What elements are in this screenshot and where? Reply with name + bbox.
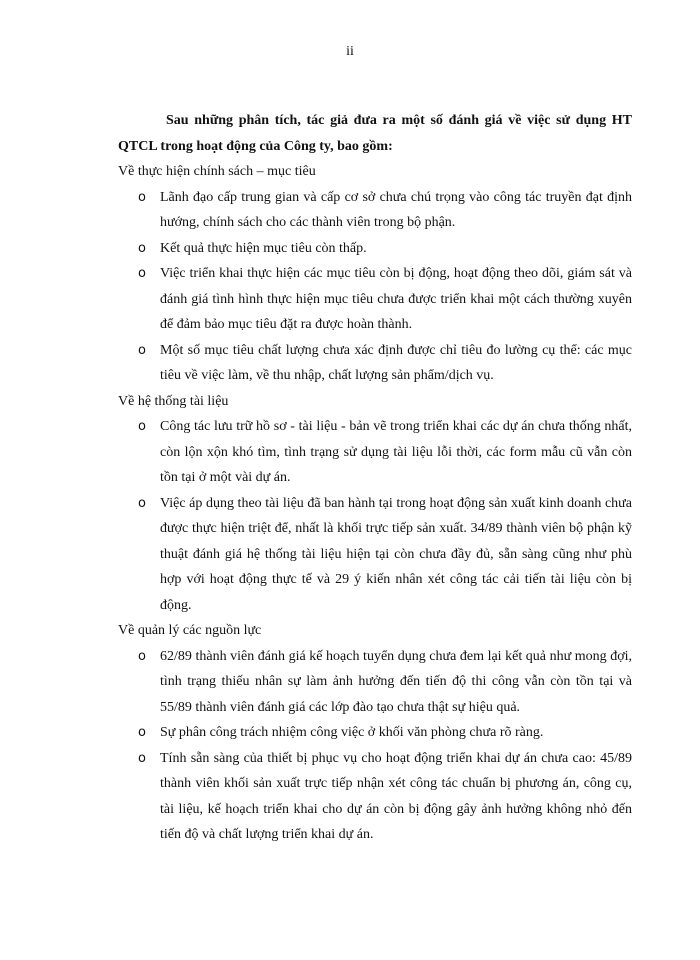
bullet-list-policy [118, 185, 632, 389]
bullet-list-resources [118, 644, 632, 848]
document-body [118, 108, 632, 848]
list-item: o Công tác lưu trữ hồ sơ - tài liệu - bản vẽ trong triển khai các dự án chưa thống nhất, còn lộn xộn khó tìm, tình trạng sử dụng tài liệu lỗi thời, các form mẫu cũ vẫn còn tồn tại ở một vài dự án. [160, 414, 632, 491]
list-item: o 62/89 thành viên đánh giá kế hoạch tuyển dụng chưa đem lại kết quả như mong đợi, tình trạng thiếu nhân sự làm ảnh hưởng đến tiến độ thi công vẫn còn tồn tại và 55/89 thành viên đánh giá các lớp đào tạo chưa thật sự hiệu quả. [160, 644, 632, 721]
list-item: o Việc triển khai thực hiện các mục tiêu còn bị động, hoạt động theo dõi, giám sát và đánh giá tình hình thực hiện mục tiêu chưa được triển khai một cách thường xuyên để đảm bảo mục tiêu đặt ra được hoàn thành. [160, 261, 632, 338]
list-item: o Sự phân công trách nhiệm công việc ở khối văn phòng chưa rõ ràng. [160, 720, 632, 746]
bullet-circle-icon: o [138, 648, 146, 664]
list-item: o Kết quả thực hiện mục tiêu còn thấp. [160, 236, 632, 262]
intro-line-1: Sau những phân tích, tác giả đưa ra một số đánh giá về việc sử dụng HT [166, 113, 632, 128]
section-heading-documents: Về hệ thống tài liệu [118, 393, 229, 409]
bullet-circle-icon: o [138, 419, 146, 434]
bullet-circle-icon: o [138, 725, 146, 740]
page-number: ii [346, 44, 354, 59]
list-item: o Việc áp dụng theo tài liệu đã ban hành tại trong hoạt động sản xuất kinh doanh chưa được thực hiện triệt để, nhất là khối trực tiếp sản xuất. 34/89 thành viên bộ phận kỹ thuật đánh giá hệ thống tài liệu hiện tại còn chưa đầy đủ, sẵn sàng cũng như phù hợp với hoạt động thực tế và 29 ý kiến nhân xét công tác cải tiến tài liệu còn bị động. [160, 491, 632, 619]
bullet-circle-icon: o [138, 342, 146, 358]
list-item: o Lãnh đạo cấp trung gian và cấp cơ sở chưa chú trọng vào công tác truyền đạt định hướng, chính sách cho các thành viên trong bộ phận. [160, 185, 632, 236]
bullet-list-documents [118, 414, 632, 618]
bullet-circle-icon: o [138, 240, 146, 256]
bullet-circle-icon: o [138, 750, 146, 766]
list-item: o Một số mục tiêu chất lượng chưa xác định được chỉ tiêu đo lường cụ thể: các mục tiêu về việc làm, về thu nhập, chất lượng sản phẩm/dịch vụ. [160, 338, 632, 389]
intro-line-2: QTCL trong hoạt động của Công ty, bao gồm: [118, 138, 393, 154]
section-heading-resources: Về quản lý các nguồn lực [118, 623, 262, 638]
bullet-circle-icon: o [138, 189, 146, 205]
list-item: o Tính sẵn sàng của thiết bị phục vụ cho hoạt động triển khai dự án chưa cao: 45/89 thành viên khối sản xuất trực tiếp nhận xét công tác chuẩn bị phương án, công cụ, tài liệu, kế hoạch triển khai cho dự án còn bị động gây ảnh hưởng không nhỏ đến tiến độ và chất lượng triển khai dự án. [160, 746, 632, 848]
section-heading-policy: Về thực hiện chính sách – mục tiêu [118, 164, 316, 179]
intro-paragraph [118, 108, 632, 159]
bullet-circle-icon: o [138, 266, 146, 281]
bullet-circle-icon: o [138, 495, 146, 511]
